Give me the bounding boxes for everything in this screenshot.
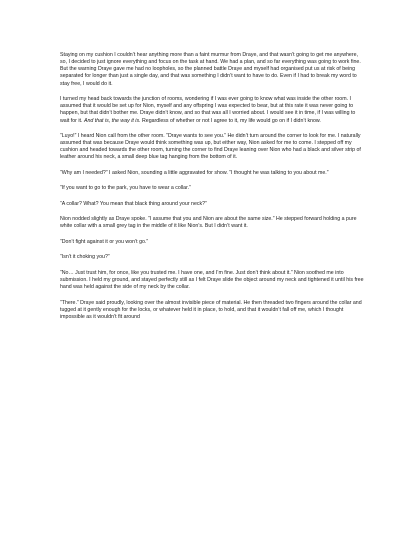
paragraph <box>60 96 365 125</box>
paragraph-emphasis: And that is, the way it is. <box>83 117 141 124</box>
paragraph-text: Regardless of whether or not I agree to it, my life would go on if I didn’t know. <box>140 117 321 124</box>
paragraph: “Luyo!” I heard Nion call from the other room. “Draye wants to see you.” He didn’t turn around the corner to look for me. I naturally assumed that was because Draye would think something was up, but either way, Nion asked for me to come. I stepped off my cushion and headed towards the other room, turning the corner to find Draye leaning over Nion who had a black and silver strip of leather around his neck, a small deep blue tag hanging from the bottom of it. <box>60 133 361 161</box>
paragraph: “Don’t fight against it or you won’t go.” <box>60 238 149 245</box>
paragraph: Staying on my cushion I couldn’t hear anything more than a faint murmur from Draye, and that wasn’t going to get me anywhere, so, I decided to just ignore everything and focus on the task at hand. We had a plan, and so far everything was going to work fine. But the warning Draye gave me had no loopholes, so the planned battle Draye and myself had organised put us at risk of being separated for longer than just a single day, and that was something I didn’t want to have to do. Even if I had to break my word to stay free, I would do it. <box>60 52 361 87</box>
paragraph: “Isn’t it choking you?” <box>60 254 110 261</box>
paragraph: “Why am I needed?” I asked Nion, sounding a little aggravated for show. “I thought he was talking to you about me.” <box>60 169 329 176</box>
paragraph-text: I turned my head back towards the junction of rooms, wondering if I was ever going to know what was inside the other room. I assumed that it would be set up for Nion, myself and any offspring I was expected to bear, but at this rate it was never going to happen, but that didn’t bother me. Draye didn’t know, and so that was all I worried about. I would see it in time, if I was willing to wait for it. <box>60 96 356 124</box>
paragraph: “No… Just trust him, for once, like you trusted me. I have one, and I’m fine. Just don’t think about it.” Nion soothed me into submission. I held my ground, and stayed perfectly still as I felt Draye slide the object around my neck and tightened it until his free hand was held against the side of my neck by the collar. <box>60 269 364 291</box>
document-page <box>60 52 365 329</box>
paragraph: “If you want to go to the park, you have to wear a collar.” <box>60 185 191 192</box>
paragraph: “There.” Draye said proudly, looking over the almost invisible piece of material. He then threaded two fingers around the collar and tugged at it gently enough for the locks, or whatever held it in place, to hold, and that it wouldn’t fall off me, which I thought impossible as it wouldn’t fit around <box>60 299 362 320</box>
paragraph: “A collar? What? You mean that black thing around your neck?” <box>60 200 207 207</box>
paragraph: Nion nodded slightly as Draye spoke. “I assume that you and Nion are about the same size.” He stepped forward holding a pure white collar with a small grey tag in the middle of it like Nion’s. But I didn’t want it. <box>60 216 357 230</box>
